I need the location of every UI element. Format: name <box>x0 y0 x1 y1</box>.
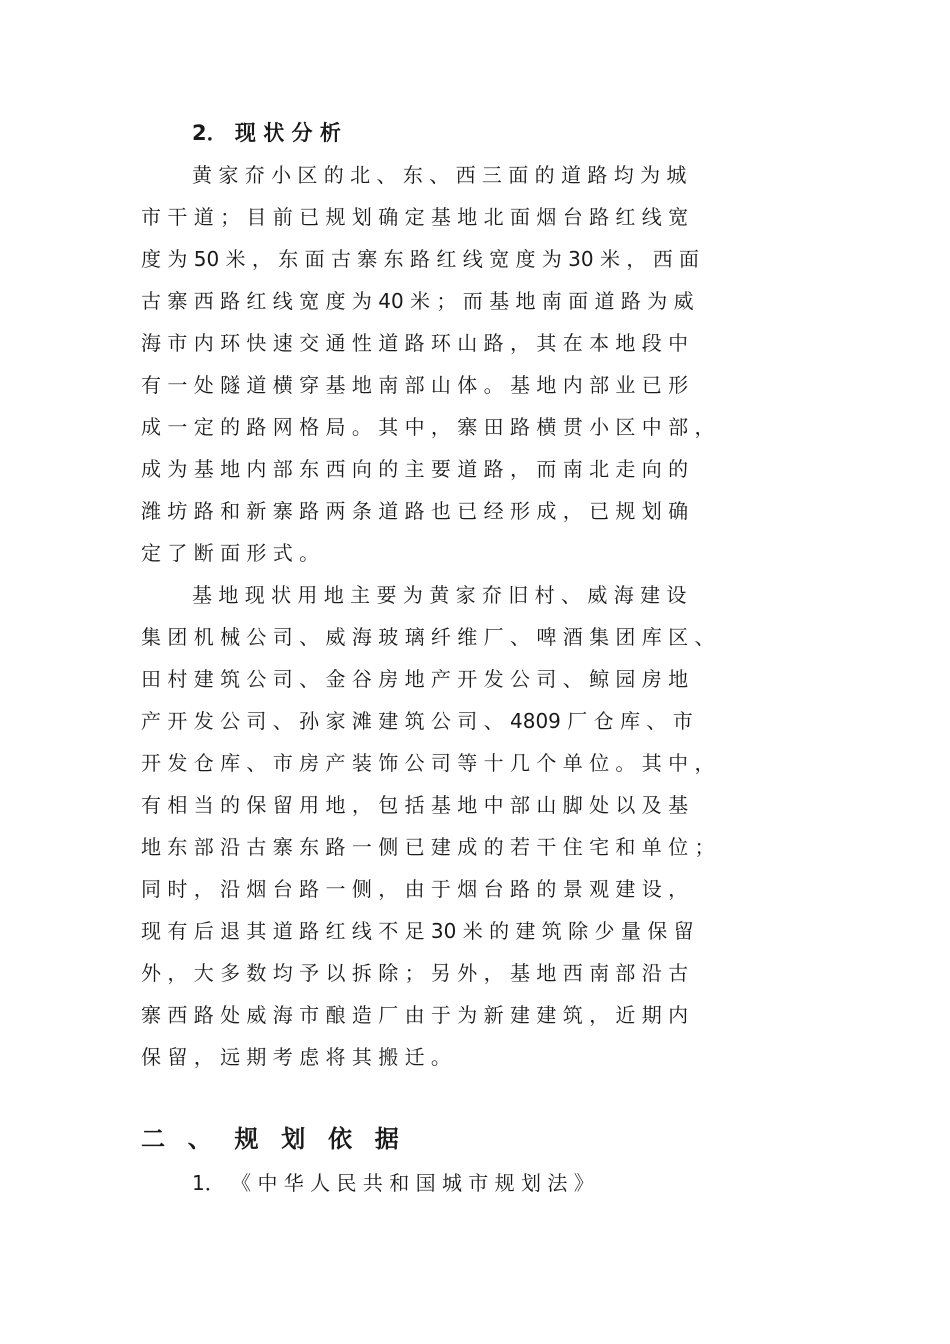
paragraph-line: 有 相 当 的 保 留 用 地 ， 包 括 基 地 中 部 山 脚 处 以 及 基 <box>141 793 689 817</box>
paragraph-line: 有 一 处 隧 道 横 穿 基 地 南 部 山 体 。 基 地 内 部 业 已 形 <box>141 373 689 397</box>
paragraph-line: 寨 西 路 处 威 海 市 酿 造 厂 由 于 为 新 建 建 筑 ， 近 期 内 <box>141 1003 689 1027</box>
paragraph-line: 海 市 内 环 快 速 交 通 性 道 路 环 山 路 ， 其 在 本 地 段 中 <box>141 331 689 355</box>
paragraph-line: 开 发 仓 库 、 市 房 产 装 饰 公 司 等 十 几 个 单 位 。 其 中 ， <box>141 751 715 775</box>
paragraph-line: 外 ， 大 多 数 均 予 以 拆 除 ； 另 外 ， 基 地 西 南 部 沿 古 <box>141 961 689 985</box>
paragraph-line: 市 干 道 ； 目 前 已 规 划 确 定 基 地 北 面 烟 台 路 红 线 宽 <box>141 205 689 229</box>
paragraph-line: 地 东 部 沿 古 寨 东 路 一 侧 已 建 成 的 若 干 住 宅 和 单 位 ； <box>141 835 715 859</box>
list-item: 1． 《 中 华 人 民 共 和 国 城 市 规 划 法 》 <box>192 1171 594 1195</box>
paragraph-line: 黄 家 夼 小 区 的 北 、 东 、 西 三 面 的 道 路 均 为 城 <box>192 163 687 187</box>
paragraph-line: 集 团 机 械 公 司 、 威 海 玻 璃 纤 维 厂 、 啤 酒 集 团 库 区 、 <box>141 625 715 649</box>
section-heading: 2． 现 状 分 析 <box>192 121 341 145</box>
paragraph-line: 产 开 发 公 司 、 孙 家 滩 建 筑 公 司 、 4809 厂 仓 库 、 市 <box>141 709 693 733</box>
paragraph-line: 潍 坊 路 和 新 寨 路 两 条 道 路 也 已 经 形 成 ， 已 规 划 确 <box>141 499 689 523</box>
paragraph-line: 定 了 断 面 形 式 。 <box>141 541 320 565</box>
paragraph-line: 现 有 后 退 其 道 路 红 线 不 足 30 米 的 建 筑 除 少 量 保 留 <box>141 919 694 943</box>
paragraph-line: 保 留 ， 远 期 考 虑 将 其 搬 迁 。 <box>141 1045 451 1069</box>
paragraph-line: 度 为 50 米 ， 东 面 古 寨 东 路 红 线 宽 度 为 30 米 ， 西 面 <box>141 247 700 271</box>
major-heading: 二 、 规 划 依 据 <box>141 1125 406 1153</box>
paragraph-line: 基 地 现 状 用 地 主 要 为 黄 家 夼 旧 村 、 威 海 建 设 <box>192 583 687 607</box>
paragraph-line: 田 村 建 筑 公 司 、 金 谷 房 地 产 开 发 公 司 、 鲸 园 房 地 <box>141 667 689 691</box>
paragraph-line: 成 一 定 的 路 网 格 局 。 其 中 ， 寨 田 路 横 贯 小 区 中 部 ， <box>141 415 715 439</box>
paragraph-line: 同 时 ， 沿 烟 台 路 一 侧 ， 由 于 烟 台 路 的 景 观 建 设 ， <box>141 877 689 901</box>
paragraph-line: 成 为 基 地 内 部 东 西 向 的 主 要 道 路 ， 而 南 北 走 向 的 <box>141 457 689 481</box>
paragraph-line: 古 寨 西 路 红 线 宽 度 为 40 米 ； 而 基 地 南 面 道 路 为 威 <box>141 289 694 313</box>
